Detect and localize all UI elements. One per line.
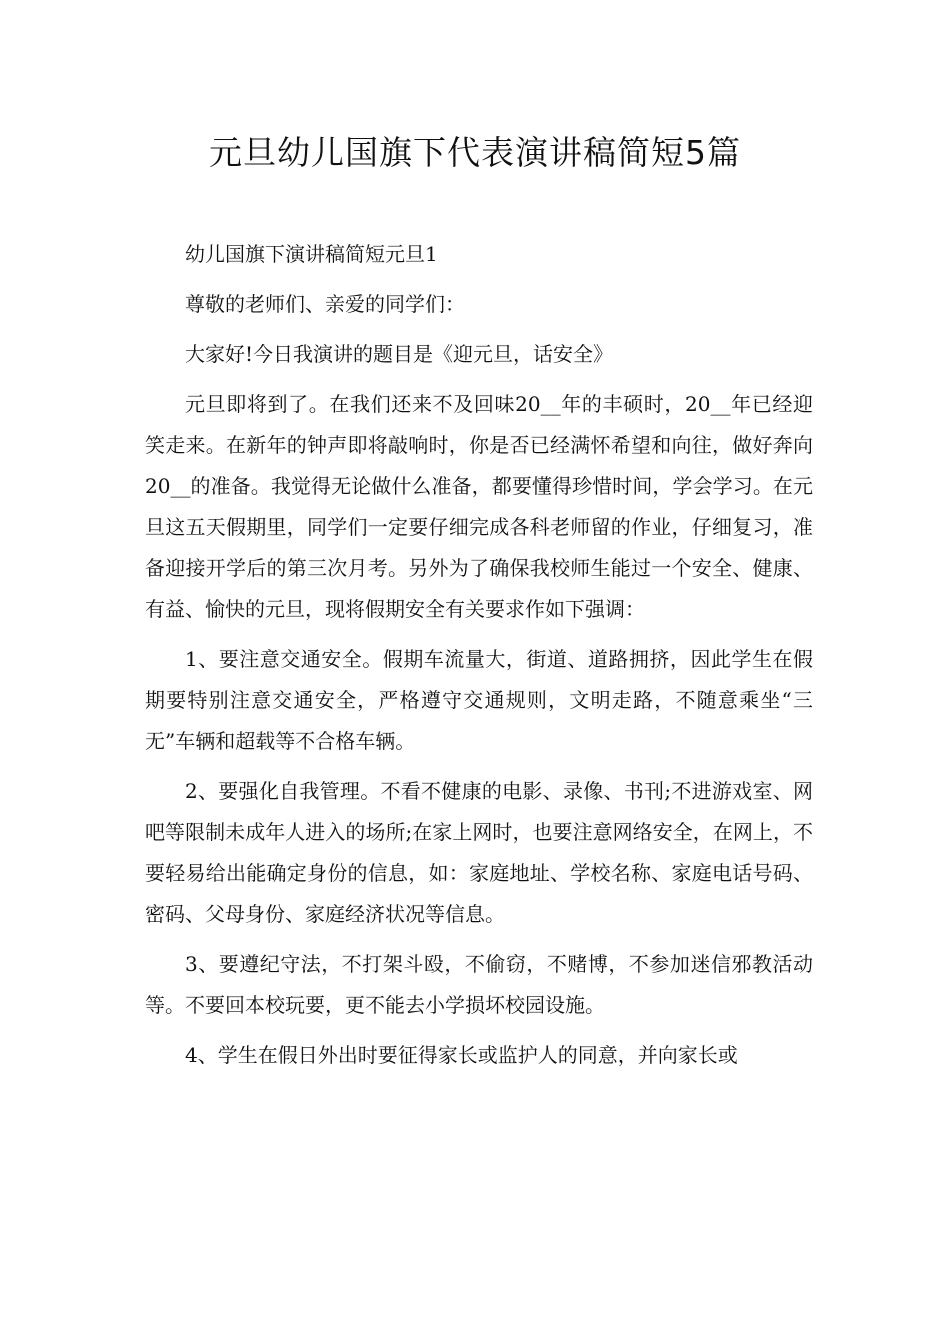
document-title: 元旦幼儿国旗下代表演讲稿简短5篇	[209, 133, 741, 172]
section-heading: 幼儿国旗下演讲稿简短元旦1	[185, 242, 438, 266]
paragraph-intro: 元旦即将到了。在我们还来不及回味20__年的丰硕时，20__年已经迎笑走来。在新年的钟声即将敲响时，你是否已经满怀希望和向往，做好奔向20__的准备。我觉得无论做什么准备，都要懂得珍惜时间，学会学习。在元旦这五天假期里，同学们一定要仔细完成各科老师留的作业，仔细复习，准备迎接开学后的第三次月考。另外为了确保我校师生能过一个安全、健康、有益、愉快的元旦，现将假期安全有关要求作如下强调：	[145, 392, 813, 621]
paragraph-item-2: 2、要强化自我管理。不看不健康的电影、录像、书刊;不进游戏室、网吧等限制未成年人进入的场所;在家上网时，也要注意网络安全，在网上，不要轻易给出能确定身份的信息，如：家庭地址、学校名称、家庭电话号码、密码、父母身份、家庭经济状况等信息。	[145, 779, 813, 926]
paragraph-item-3: 3、要遵纪守法，不打架斗殴，不偷窃，不赌博，不参加迷信邪教活动等。不要回本校玩要，更不能去小学损坏校园设施。	[145, 952, 813, 1017]
document-body	[145, 234, 813, 1085]
salutation: 尊敬的老师们、亲爱的同学们：	[185, 292, 465, 316]
greeting: 大家好!今日我演讲的题目是《迎元旦，话安全》	[185, 342, 614, 366]
paragraph-item-1: 1、要注意交通安全。假期车流量大，街道、道路拥挤，因此学生在假期要特别注意交通安全，严格遵守交通规则，文明走路，不随意乘坐“三无”车辆和超载等不合格车辆。	[145, 647, 813, 753]
paragraph-item-4: 4、学生在假日外出时要征得家长或监护人的同意，并向家长或	[185, 1043, 738, 1067]
